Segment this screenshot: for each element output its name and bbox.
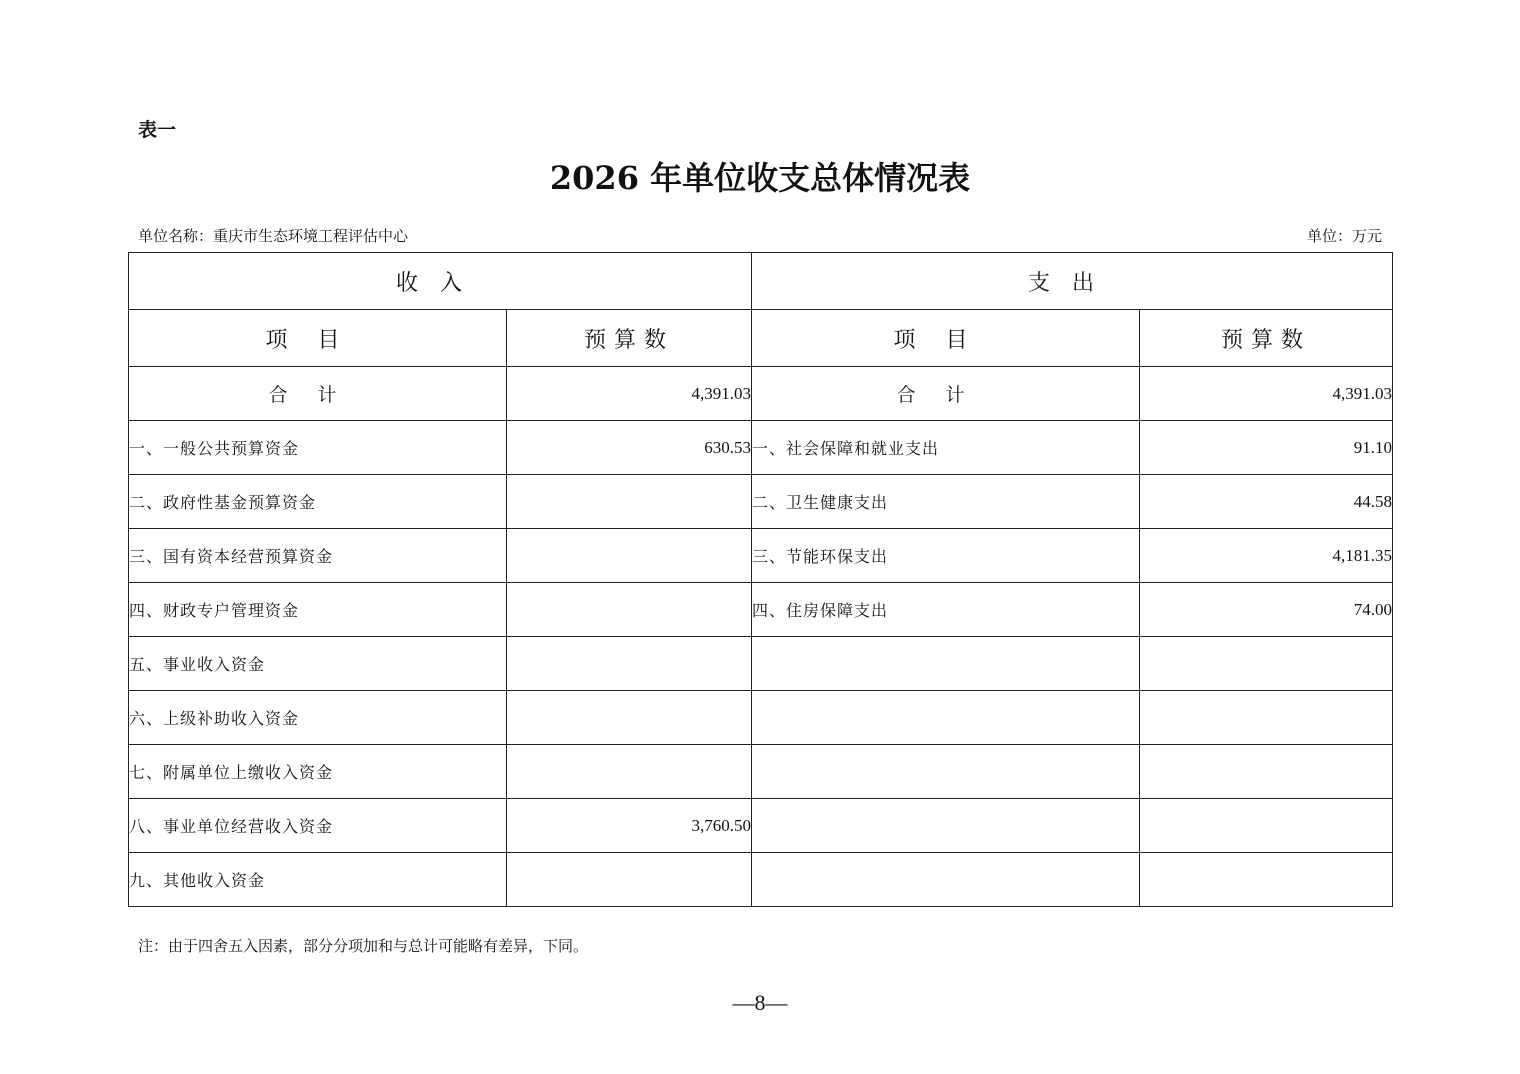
expense-item	[752, 637, 1140, 691]
meta-row	[138, 225, 1382, 246]
table-row	[129, 475, 1393, 529]
expense-header: 支出	[752, 253, 1393, 310]
income-item: 二、政府性基金预算资金	[129, 475, 507, 529]
column-header-row	[129, 310, 1393, 367]
expense-value: 4,181.35	[1140, 529, 1393, 583]
expense-item: 一、社会保障和就业支出	[752, 421, 1140, 475]
income-value: 3,760.50	[507, 799, 752, 853]
expense-item	[752, 745, 1140, 799]
income-value	[507, 637, 752, 691]
income-budget-header: 预算数	[507, 310, 752, 367]
budget-table	[128, 252, 1393, 907]
income-item: 四、财政专户管理资金	[129, 583, 507, 637]
expense-item: 四、住房保障支出	[752, 583, 1140, 637]
income-value	[507, 745, 752, 799]
income-total-label: 合计	[129, 367, 507, 421]
table-row	[129, 691, 1393, 745]
expense-value	[1140, 637, 1393, 691]
expense-item-header: 项目	[752, 310, 1140, 367]
expense-budget-header: 预算数	[1140, 310, 1393, 367]
expense-value: 44.58	[1140, 475, 1393, 529]
income-value	[507, 853, 752, 907]
income-value	[507, 691, 752, 745]
table-label: 表一	[138, 119, 177, 141]
income-item: 三、国有资本经营预算资金	[129, 529, 507, 583]
income-total-value: 4,391.03	[507, 367, 752, 421]
expense-value	[1140, 853, 1393, 907]
table-row	[129, 421, 1393, 475]
table-row	[129, 799, 1393, 853]
expense-total-value: 4,391.03	[1140, 367, 1393, 421]
page-number: —8—	[732, 990, 788, 1015]
expense-item	[752, 691, 1140, 745]
income-value	[507, 529, 752, 583]
table-row	[129, 637, 1393, 691]
income-item: 六、上级补助收入资金	[129, 691, 507, 745]
table-row	[129, 853, 1393, 907]
expense-total-label: 合计	[752, 367, 1140, 421]
expense-item: 三、节能环保支出	[752, 529, 1140, 583]
table-row	[129, 583, 1393, 637]
page-title: 2026 年单位收支总体情况表	[549, 159, 971, 197]
income-value: 630.53	[507, 421, 752, 475]
income-value	[507, 475, 752, 529]
expense-item	[752, 799, 1140, 853]
section-header-row	[129, 253, 1393, 310]
expense-value	[1140, 691, 1393, 745]
income-item-header: 项目	[129, 310, 507, 367]
income-item: 九、其他收入资金	[129, 853, 507, 907]
unit-name: 单位名称：重庆市生态环境工程评估中心	[138, 227, 409, 245]
income-item: 一、一般公共预算资金	[129, 421, 507, 475]
table-row	[129, 745, 1393, 799]
income-item: 七、附属单位上缴收入资金	[129, 745, 507, 799]
footnote: 注：由于四舍五入因素，部分分项加和与总计可能略有差异，下同。	[138, 937, 589, 955]
expense-item: 二、卫生健康支出	[752, 475, 1140, 529]
expense-value: 91.10	[1140, 421, 1393, 475]
expense-item	[752, 853, 1140, 907]
table-row	[129, 529, 1393, 583]
income-header: 收入	[129, 253, 752, 310]
unit-label: 单位：万元	[1306, 227, 1382, 245]
expense-value	[1140, 745, 1393, 799]
expense-value: 74.00	[1140, 583, 1393, 637]
income-item: 八、事业单位经营收入资金	[129, 799, 507, 853]
total-row	[129, 367, 1393, 421]
income-value	[507, 583, 752, 637]
expense-value	[1140, 799, 1393, 853]
income-item: 五、事业收入资金	[129, 637, 507, 691]
